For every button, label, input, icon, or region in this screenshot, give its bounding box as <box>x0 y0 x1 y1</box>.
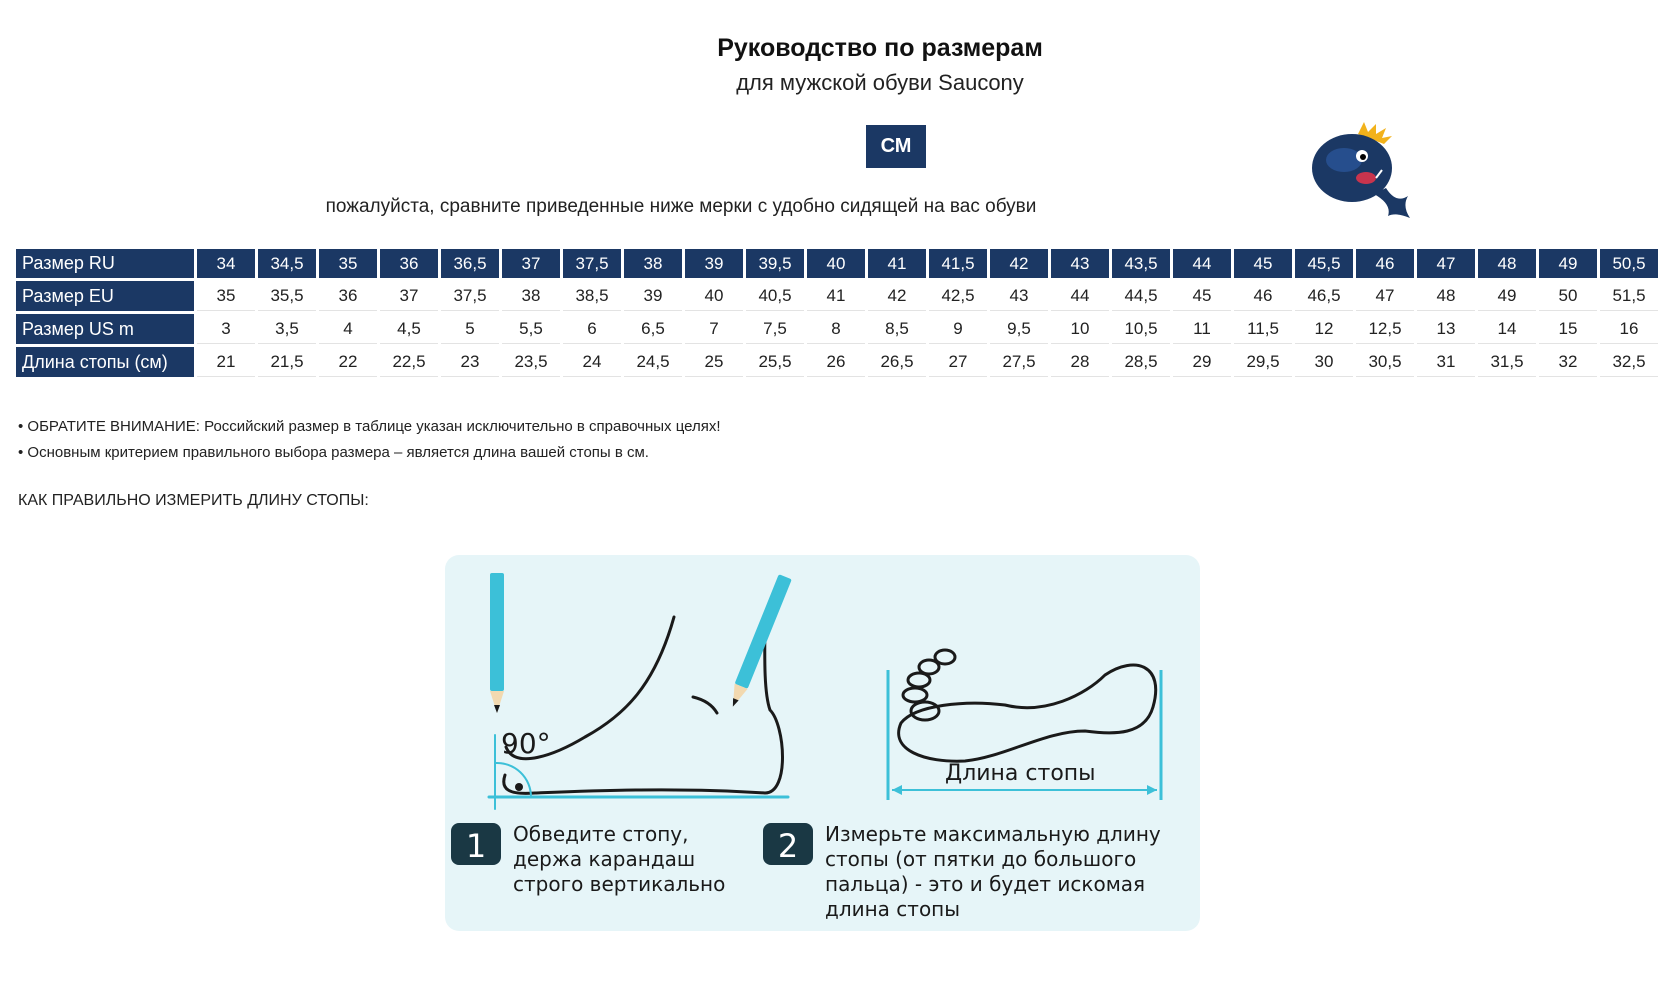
table-cell: 12,5 <box>1356 314 1414 344</box>
table-cell: 25,5 <box>746 347 804 377</box>
table-cell: 26 <box>807 347 865 377</box>
table-cell: 47 <box>1356 281 1414 311</box>
table-cell: 35 <box>197 281 255 311</box>
table-cell: 32,5 <box>1600 347 1658 377</box>
table-cell: 22 <box>319 347 377 377</box>
step-1-number: 1 <box>465 827 487 865</box>
table-cell: 38,5 <box>563 281 621 311</box>
row-label: Длина стопы (см) <box>16 347 194 377</box>
table-cell: 31 <box>1417 347 1475 377</box>
table-cell: 10,5 <box>1112 314 1170 344</box>
table-cell: 50,5 <box>1600 249 1658 278</box>
table-cell: 41,5 <box>929 249 987 278</box>
table-cell: 27,5 <box>990 347 1048 377</box>
table-cell: 46,5 <box>1295 281 1353 311</box>
row-label: Размер EU <box>16 281 194 311</box>
table-cell: 45,5 <box>1295 249 1353 278</box>
row-label: Размер RU <box>16 249 194 278</box>
table-cell: 40,5 <box>746 281 804 311</box>
table-cell: 16 <box>1600 314 1658 344</box>
table-cell: 10 <box>1051 314 1109 344</box>
table-cell: 24 <box>563 347 621 377</box>
step-2-line-2: стопы (от пятки до большого <box>825 847 1137 871</box>
table-cell: 42,5 <box>929 281 987 311</box>
row-label: Размер US m <box>16 314 194 344</box>
table-cell: 5,5 <box>502 314 560 344</box>
note-main-criterion: • Основным критерием правильного выбора размера – является длина вашей стопы в см. <box>18 444 649 461</box>
table-cell: 45 <box>1234 249 1292 278</box>
table-cell: 21,5 <box>258 347 316 377</box>
table-cell: 13 <box>1417 314 1475 344</box>
table-cell: 27 <box>929 347 987 377</box>
table-cell: 21 <box>197 347 255 377</box>
table-cell: 28 <box>1051 347 1109 377</box>
table-cell: 36 <box>319 281 377 311</box>
table-cell: 44,5 <box>1112 281 1170 311</box>
table-cell: 48 <box>1417 281 1475 311</box>
compare-note: пожалуйста, сравните приведенные ниже мерки с удобно сидящей на вас обуви <box>325 196 1037 217</box>
table-cell: 49 <box>1539 249 1597 278</box>
table-row <box>16 347 1658 377</box>
table-cell: 37,5 <box>563 249 621 278</box>
table-cell: 42 <box>990 249 1048 278</box>
table-cell: 34 <box>197 249 255 278</box>
table-cell: 23,5 <box>502 347 560 377</box>
table-cell: 25 <box>685 347 743 377</box>
table-cell: 11 <box>1173 314 1231 344</box>
whale-mascot-icon <box>1310 120 1420 230</box>
table-cell: 23 <box>441 347 499 377</box>
table-cell: 30,5 <box>1356 347 1414 377</box>
table-cell: 35,5 <box>258 281 316 311</box>
page-title: Руководство по размерам <box>717 34 1043 62</box>
table-cell: 29,5 <box>1234 347 1292 377</box>
table-cell: 47 <box>1417 249 1475 278</box>
table-cell: 43 <box>1051 249 1109 278</box>
table-cell: 45 <box>1173 281 1231 311</box>
unit-badge: СМ <box>866 125 926 168</box>
table-cell: 48 <box>1478 249 1536 278</box>
table-cell: 37 <box>502 249 560 278</box>
table-cell: 39 <box>624 281 682 311</box>
table-cell: 6 <box>563 314 621 344</box>
measuring-illustration <box>445 555 1200 931</box>
table-cell: 38 <box>502 281 560 311</box>
table-cell: 12 <box>1295 314 1353 344</box>
table-cell: 51,5 <box>1600 281 1658 311</box>
measure-heading: КАК ПРАВИЛЬНО ИЗМЕРИТЬ ДЛИНУ СТОПЫ: <box>18 492 369 509</box>
table-cell: 36 <box>380 249 438 278</box>
angle-label: 90° <box>501 727 551 760</box>
table-cell: 15 <box>1539 314 1597 344</box>
table-cell: 4,5 <box>380 314 438 344</box>
table-cell: 8 <box>807 314 865 344</box>
table-cell: 43 <box>990 281 1048 311</box>
note-russian-size: • ОБРАТИТЕ ВНИМАНИЕ: Российский размер в таблице указан исключительно в справочных целях! <box>18 418 721 435</box>
table-cell: 44 <box>1051 281 1109 311</box>
table-cell: 31,5 <box>1478 347 1536 377</box>
table-cell: 38 <box>624 249 682 278</box>
table-cell: 49 <box>1478 281 1536 311</box>
table-cell: 29 <box>1173 347 1231 377</box>
table-cell: 9 <box>929 314 987 344</box>
table-cell: 26,5 <box>868 347 926 377</box>
table-cell: 43,5 <box>1112 249 1170 278</box>
table-cell: 36,5 <box>441 249 499 278</box>
table-cell: 30 <box>1295 347 1353 377</box>
pencil-1-icon <box>490 573 504 713</box>
table-cell: 9,5 <box>990 314 1048 344</box>
step-2-line-4: длина стопы <box>825 897 961 921</box>
table-cell: 7 <box>685 314 743 344</box>
table-cell: 40 <box>685 281 743 311</box>
table-cell: 41 <box>807 281 865 311</box>
table-cell: 32 <box>1539 347 1597 377</box>
table-cell: 7,5 <box>746 314 804 344</box>
table-cell: 50 <box>1539 281 1597 311</box>
table-cell: 46 <box>1356 249 1414 278</box>
length-label: Длина стопы <box>945 761 1096 786</box>
table-cell: 28,5 <box>1112 347 1170 377</box>
table-cell: 39 <box>685 249 743 278</box>
table-cell: 8,5 <box>868 314 926 344</box>
step-2-number: 2 <box>777 827 799 865</box>
table-cell: 41 <box>868 249 926 278</box>
notes <box>18 414 721 466</box>
table-cell: 46 <box>1234 281 1292 311</box>
table-cell: 6,5 <box>624 314 682 344</box>
page-subtitle: для мужской обуви Saucony <box>736 70 1024 95</box>
table-row <box>16 249 1658 278</box>
table-cell: 22,5 <box>380 347 438 377</box>
table-cell: 39,5 <box>746 249 804 278</box>
table-cell: 4 <box>319 314 377 344</box>
step-1-line-1: Обведите стопу, <box>513 822 689 846</box>
table-row <box>16 281 1658 311</box>
step-2-line-3: пальца) - это и будет искомая <box>825 872 1146 896</box>
table-cell: 34,5 <box>258 249 316 278</box>
table-cell: 37,5 <box>441 281 499 311</box>
table-cell: 24,5 <box>624 347 682 377</box>
step-1-line-2: держа карандаш <box>513 847 696 871</box>
table-cell: 42 <box>868 281 926 311</box>
table-cell: 35 <box>319 249 377 278</box>
table-row <box>16 314 1658 344</box>
table-cell: 37 <box>380 281 438 311</box>
table-cell: 44 <box>1173 249 1231 278</box>
table-cell: 40 <box>807 249 865 278</box>
size-table <box>13 246 1661 380</box>
table-cell: 14 <box>1478 314 1536 344</box>
table-cell: 3,5 <box>258 314 316 344</box>
step-2-line-1: Измерьте максимальную длину <box>825 822 1161 846</box>
step-1-line-3: строго вертикально <box>513 872 726 896</box>
table-cell: 11,5 <box>1234 314 1292 344</box>
table-cell: 5 <box>441 314 499 344</box>
table-cell: 3 <box>197 314 255 344</box>
